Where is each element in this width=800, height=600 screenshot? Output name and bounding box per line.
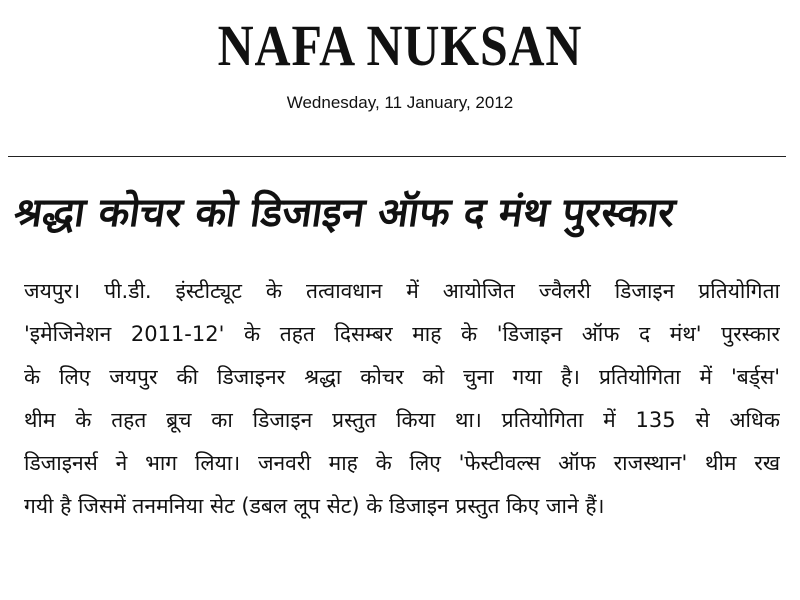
article-line-2: 'इमेजिनेशन 2011-12' के तहत दिसम्बर माह के 'डिजाइन ऑफ द मंथ' पुरस्कार xyxy=(24,322,780,346)
header-divider xyxy=(8,156,786,157)
article-line-3: के लिए जयपुर की डिजाइनर श्रद्धा कोचर को चुना गया है। प्रतियोगिता में 'बर्ड्स' xyxy=(24,365,780,389)
article-line-6: गयी है जिसमें तनमनिया सेट (डबल लूप सेट) के डिजाइन प्रस्तुत किए जाने हैं। xyxy=(24,494,605,518)
masthead-title: NAFA NUKSAN xyxy=(217,13,583,78)
article-line-5: डिजाइनर्स ने भाग लिया। जनवरी माह के लिए 'फेस्टीवल्स ऑफ राजस्थान' थीम रख xyxy=(24,451,780,475)
article-line-1: जयपुर। पी.डी. इंस्टीट्यूट के तत्वावधान में आयोजित ज्वैलरी डिजाइन प्रतियोगिता xyxy=(24,279,780,303)
article-body xyxy=(24,270,780,528)
article-headline: श्रद्धा कोचर को डिजाइन ऑफ द मंथ पुरस्कार xyxy=(11,190,678,236)
article-line-4: थीम के तहत ब्रूच का डिजाइन प्रस्तुत किया था। प्रतियोगिता में 135 से अधिक xyxy=(24,408,780,432)
publication-date: Wednesday, 11 January, 2012 xyxy=(286,93,514,112)
